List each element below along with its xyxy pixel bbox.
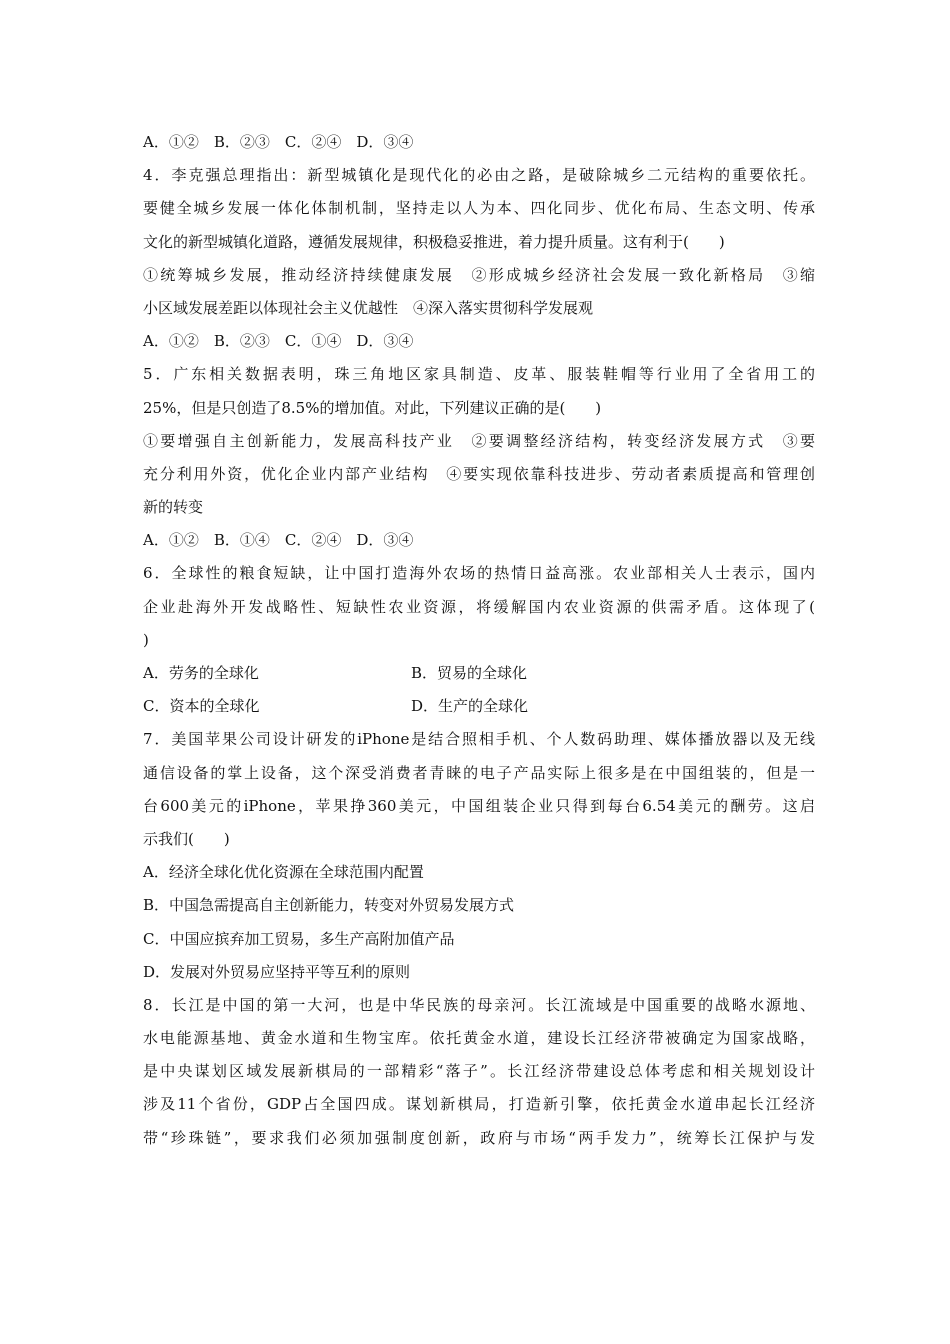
q8-stem-line-3: 是中央谋划区域发展新棋局的一部精彩“落子”。长江经济带建设总体考虑和相关规划设计 (143, 1062, 815, 1081)
q4-choices: A．①② B．②③ C．①④ D．③④ (143, 332, 414, 351)
exam-page (143, 126, 815, 1155)
q5-stem-line-5: 新的转变 (143, 498, 204, 517)
q6-stem-line-3: ) (143, 630, 149, 649)
q3-choices: A．①② B．②③ C．②④ D．③④ (143, 133, 414, 151)
q4-stem-line-5: 小区域发展差距以体现社会主义优越性 ④深入落实贯彻科学发展观 (143, 298, 594, 317)
q6-options-row-1 (143, 657, 815, 690)
q7-option-a: A．经济全球化优化资源在全球范围内配置 (143, 863, 424, 882)
q7-option-b: B．中国急需提高自主创新能力，转变对外贸易发展方式 (143, 896, 515, 915)
q6-option-a: A．劳务的全球化 (143, 664, 259, 682)
q5-choices: A．①② B．①④ C．②④ D．③④ (143, 531, 414, 550)
q7-stem-line-3: 台600美元的iPhone，苹果挣360美元，中国组装企业只得到每台6.54美元的酬劳。这启 (143, 796, 815, 815)
q4-stem-line-3: 文化的新型城镇化道路，遵循发展规律，积极稳妥推进，着力提升质量。这有利于( ) (143, 232, 725, 251)
q7-option-d: D．发展对外贸易应坚持平等互利的原则 (143, 962, 411, 981)
q7-option-c: C．中国应摈弃加工贸易，多生产高附加值产品 (143, 929, 455, 948)
q7-stem-line-1: 7．美国苹果公司设计研发的iPhone是结合照相手机、个人数码助理、媒体播放器以及无线 (143, 730, 815, 749)
q8-stem-line-1: 8．长江是中国的第一大河，也是中华民族的母亲河。长江流域是中国重要的战略水源地、 (143, 995, 815, 1014)
q4-stem-line-2: 要健全城乡发展一体化体制机制，坚持走以人为本、四化同步、优化布局、生态文明、传承 (143, 199, 815, 218)
q4-stem-line-1: 4．李克强总理指出：新型城镇化是现代化的必由之路，是破除城乡二元结构的重要依托。 (143, 166, 815, 185)
q4-stem-line-4: ①统筹城乡发展，推动经济持续健康发展 ②形成城乡经济社会发展一致化新格局 ③缩 (143, 265, 815, 284)
q6-option-c: C．资本的全球化 (143, 697, 260, 716)
q5-stem-line-3: ①要增强自主创新能力，发展高科技产业 ②要调整经济结构，转变经济发展方式 ③要 (143, 431, 815, 450)
q6-option-b: B．贸易的全球化 (411, 664, 528, 682)
q8-stem-line-4: 涉及11个省份，GDP占全国四成。谋划新棋局，打造新引擎，依托黄金水道串起长江经济 (143, 1095, 815, 1114)
q6-option-d: D．生产的全球化 (411, 697, 529, 716)
q8-stem-line-5: 带“珍珠链”，要求我们必须加强制度创新，政府与市场“两手发力”，统筹长江保护与发 (143, 1128, 815, 1147)
q5-stem-line-1: 5．广东相关数据表明，珠三角地区家具制造、皮革、服装鞋帽等行业用了全省用工的 (143, 365, 815, 384)
q8-stem-line-2: 水电能源基地、黄金水道和生物宝库。依托黄金水道，建设长江经济带被确定为国家战略， (143, 1029, 815, 1048)
q6-stem-line-1: 6．全球性的粮食短缺，让中国打造海外农场的热情日益高涨。农业部相关人士表示，国内 (143, 564, 815, 583)
q5-stem-line-2: 25%，但是只创造了8.5%的增加值。对此，下列建议正确的是( ) (143, 398, 602, 417)
q7-stem-line-2: 通信设备的掌上设备，这个深受消费者青睐的电子产品实际上很多是在中国组装的，但是一 (143, 763, 815, 782)
q6-options-row-2 (143, 690, 815, 723)
q5-stem-line-4: 充分利用外资，优化企业内部产业结构 ④要实现依靠科技进步、劳动者素质提高和管理创 (143, 464, 815, 483)
q6-stem-line-2: 企业赴海外开发战略性、短缺性农业资源，将缓解国内农业资源的供需矛盾。这体现了( (143, 597, 815, 616)
q7-stem-line-4: 示我们( ) (143, 829, 230, 848)
